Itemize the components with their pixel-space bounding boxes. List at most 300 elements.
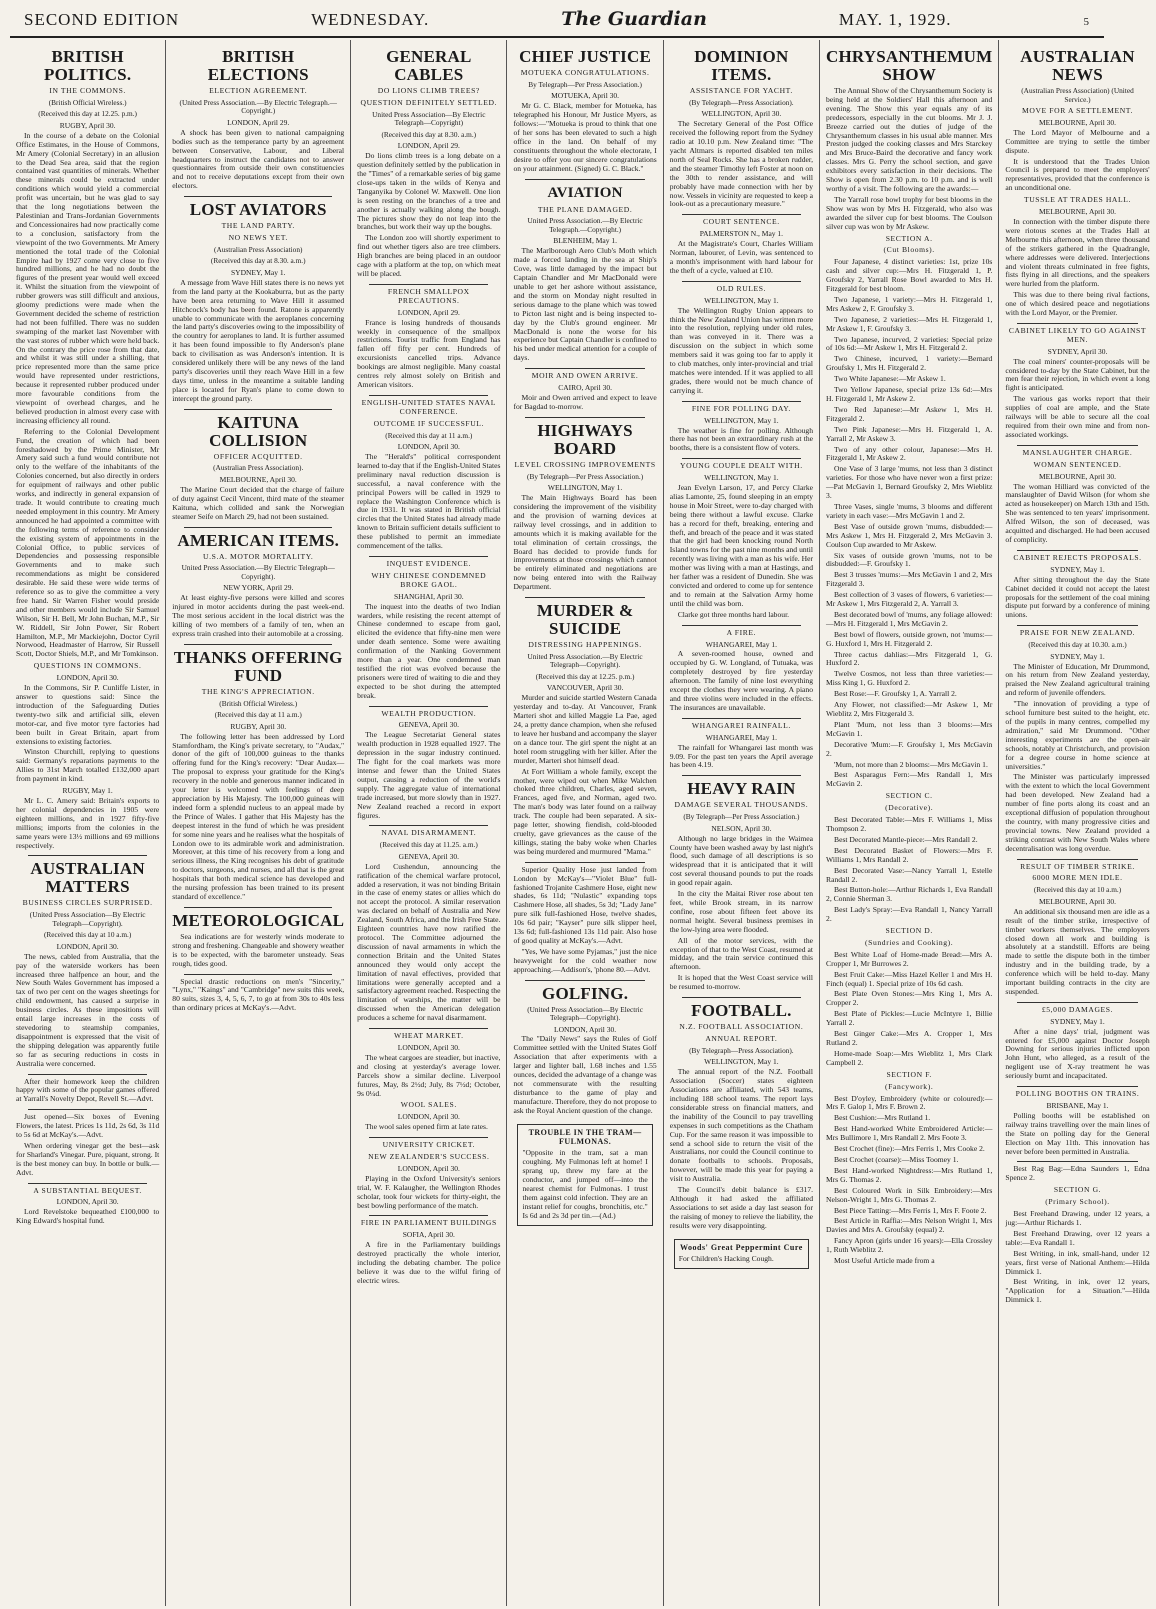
article-subheading: NEW ZEALANDER'S SUCCESS. [368,1152,490,1162]
article-subheading: COURT SENTENCE. [703,217,780,227]
article-paragraph: Best Fruit Cake:—Miss Hazel Keller 1 and Mrs H. Finch (equal) 1. Special prize of 10s 6d cash. [826,969,993,988]
article-subheading: RESULT OF TIMBER STRIKE. [1020,861,1135,871]
article-paragraph: A fire in the Parliamentary buildings destroyed practically the whole interior, including the debating chamber. The police believe it was due to the wilful firing of electric wires. [357,1240,501,1285]
column-divider [525,368,644,369]
column-divider [682,458,801,459]
article-paragraph: Best Decorated Mantle-piece:—Mrs Randall 2. [834,834,978,844]
article-headline: AVIATION [547,184,623,201]
article-headline: AMERICAN ITEMS. [177,530,340,550]
article-paragraph: The "Herald's" political correspondent learned to-day that if the English-United States preliminary naval reduction discussion is successful, a naval conference with the principal Powers will be called in 1929 to replace the Washington Conference which is due in 1931. It was stated in British official circles that the United States had already made known to Britain sufficient details sufficient to these published to permit an immediate commencement of the talks. [357,452,501,551]
column-divider [1017,1086,1137,1087]
news-column [10,40,166,1606]
article-paragraph: Two Chinese, incurved, 1 variety:—Bernard Groufsky 1, Mrs H. Fitzgerald 2. [826,354,993,373]
article-paragraph: After a nine days' trial, judgment was entered for £5,000 against Doctor Joseph Downing for serious injuries inflicted upon John Hunt, who alleged, as a result of the negligent use of X-ray treatment he was seriously burnt and incapacitated. [1005,1026,1150,1081]
article-paragraph: The Wellington Rugby Union appears to think the New Zealand Union has written more into the resolution, replying under old rules, than was conveyed in it. There was a discussion on the subject in which some members said it was going too far to apply it to club matches, only inter-provincial and trial matches were intended. If it was applied to all grades, there would not be much chance of carrying it. [669,305,814,395]
article-headline: HIGHWAYS BOARD [537,420,633,458]
news-agency-credit: (By Telegraph—Press Association). [689,97,794,107]
dateline: LONDON, April 30. [397,442,460,452]
article-paragraph: The Main Highways Board has been considering the improvement of the visibility and the provision of warning devices at railway level crossings, and in addition to amounts which it is making available for the total elimination of certain crossings, the Board has decided to provide funds for improvements at those crossings which cannot be entirely eliminated and negotiations are now being entered into with the Railway Department. [513,493,657,592]
article-subheading: CABINET LIKELY TO GO AGAINST MEN. [1008,325,1147,344]
news-agency-credit: United Press Association.—By Electric Telegraph.—Copyright.) [527,216,643,234]
news-agency-credit: (By Telegraph—Per Press Association.) [683,812,800,822]
dateline: MELBOURNE, April 30. [1038,117,1117,127]
article-paragraph: Just opened—Six boxes of Evening Flowers, the latest. Prices 1s 11d, 2s 6d, 3s 11d to 5s 6d at McKay's.—Advt. [16,1112,160,1140]
news-agency-credit: (British Official Wireless.) [48,97,127,107]
article-subheading: (Fancywork). [885,1081,934,1091]
dateline: SYDNEY, May 1. [1050,564,1105,574]
article-subheading: MOVE FOR A SETTLEMENT. [1022,106,1133,115]
column-divider [1017,323,1137,324]
article-subheading: WHANGAREI RAINFALL. [691,720,791,730]
article-subheading: DAMAGE SEVERAL THOUSANDS. [674,800,809,810]
article-paragraph: Best Ginger Cake:—Mrs A. Cropper 1, Mrs Rutland 2. [826,1029,993,1047]
article-subheading: SECTION D. [885,926,933,936]
article-headline: GENERAL CABLES [386,47,472,84]
article-paragraph: Two Japanese, 2 varieties:—Mrs H. Fitzgerald 1, Mr Askew 1, F. Groufsky 3. [826,314,993,333]
column-divider [525,597,644,598]
article-paragraph: Best Crochet (coarse):—Miss Toomey 1. [834,1154,959,1164]
dateline: SHANGHAI, April 30. [394,591,464,601]
article-paragraph: Although no large bridges in the Waimea County have been washed away by last night's flood, such damage of all descriptions is so widespread that it is anticipated that it will cost several thousand pounds to put the roads in good repair again. [669,833,814,888]
article-paragraph: The Council's debit balance is £317. Although it had asked the affiliated Associations to set aside a day last season for the raising of money to relieve the liability, the results were very disappointing. [669,1185,814,1230]
dateline: LONDON, April 30. [397,1042,460,1052]
article-headline: LOST AVIATORS [189,200,327,220]
dateline: LONDON, April 30. [397,1112,460,1122]
article-subheading: 6000 MORE MEN IDLE. [1032,873,1123,883]
news-agency-credit: (Received this day at 11.25. a.m.) [379,840,478,850]
article-paragraph: Do lions climb trees is a long debate on a question definitely settled by the publication in the "Times" of a remarkable series of big game close-ups taken in the wilds of Kenya and Tanganyika by Colonel W. Maxwell. One lion is seen resting on the branches of a tree and another is actually walking along the bough. The pictures show they do not leap into the branches, but work their way up the boughs. [357,151,501,232]
newspaper-title: The Guardian [561,8,707,30]
article-paragraph: Best Freehand Drawing, under 12 years, a jug:—Arthur Richards 1. [1005,1209,1150,1227]
article-subheading: THE KING'S APPRECIATION. [201,686,315,696]
news-agency-credit: (United Press Association—By Electric Telegraph—Copyright). [527,1004,643,1023]
article-paragraph: The Minister was particularly impressed with the extent to which the local Government had been developed. New Zealand had a number of fine ports along its coast and an exceptional diffusion of population throughout the country, with many progressive cities and provincial towns. New Zealand provided a striking contrast with New South Wales where decentralisation was long overdue. [1005,772,1150,853]
column-divider [369,1137,488,1138]
column-divider [1017,550,1137,551]
article-subheading: QUESTIONS IN COMMONS. [33,661,142,671]
article-subheading: N.Z. FOOTBALL ASSOCIATION. [679,1022,804,1032]
column-divider [184,409,332,410]
article-paragraph: The Annual Show of the Chrysanthemum Society is being held at the Soldiers' Hall this afternoon and evening. The Show this year equals any of its predecessors, especially in the cut blooms. Mr J. J. Breeze carried out the duties of judge of the Chrysanthemum classes in his usual able manner. Mrs Preston judged the cooking classes and Mrs Starckey and Mrs Bruce-Baird the decorative and fancy work classes. Mrs G. Perry the school section, and gave exhibitors every satisfaction in their decisions. The Show is open from 2.30 p.m. to 10 p.m. and is well worthy of a visit. The following are the awards:— [826,86,993,193]
article-paragraph: A message from Wave Hill states there is no news yet from the land party at the Kookaburra, but as the party have been area returning to Wave Hill it assumed Hitchcock's body has been found. Ratone is apparently unable to communicate with the aeroplanes concerning the land party's discoveries owing to the impossibility of the country for aeroplanes to land. It is further assumed it has been found impossible to fly Anderson's plane back to civilisation as was Anderson's intention. It is considered unlikely there will be any news of the land party's discoveries until they reach Wave Hill in a few days time, unless in the meantime a suitable landing place is located for Ryan's plane to come down to intercept the ground party. [172,277,345,403]
dateline: GENEVA, April 30. [398,851,459,861]
dateline: WELLINGTON, May 1. [704,295,779,305]
article-paragraph: A seven-roomed house, owned and occupied by G. W. Longland, of Tutuaka, was completely destroyed by fire yesterday afternoon. The family of nine lost everything except the clothes they were wearing. A piano and three violins were included in the effects. The insurances are unavailable. [669,649,814,712]
advertisement-text: For Children's Hacking Cough. [678,1254,774,1264]
article-subheading: INQUEST EVIDENCE. [386,558,471,568]
column-divider [1017,445,1137,446]
article-paragraph: The Marine Court decided that the charge of failure of duty against Cecil Vincent, third mate of the steamer Kaituna, which collided and sank the Norwegian steamer Seife on March 29, had not been sustained. [172,484,345,521]
article-headline: HEAVY RAIN [687,779,796,799]
dateline: SYDNEY, May 1. [1050,651,1105,661]
article-paragraph: Most Useful Article made from a [834,1256,935,1266]
article-paragraph: Fancy Apron (girls under 16 years):—Ella Crossley 1, Ruth Wieblitz 2. [826,1236,993,1255]
article-subheading: NAVAL DISARMAMENT. [381,828,477,838]
article-paragraph: Best Freehand Drawing, over 12 years a table:—Eva Randall 1. [1005,1228,1150,1247]
weekday-label: WEDNESDAY. [311,10,430,29]
article-paragraph: Best Decorated Vase:—Nancy Yarrall 1, Estelle Randall 2. [826,865,993,884]
advertisement-text: "Opposite in the tram, sat a man coughing. My Fulmonas left at home! I sprang up, threw my fare at the conductor, and jumped off—into the nearest chemist for Fulmonas. I trust them against cold infection. They are an instant relief for coughs, bronchitis, etc." Is 6d and 2s 3d per tin.—(Ad.) [522,1148,648,1220]
column-divider [184,644,332,645]
article-paragraph: Playing in the Oxford University's seniors trial, W. F. Kalaugher, the Wellington Rhodes scholar, took four wickets for thirty-eight, the best bowling performance of the match. [357,1173,501,1210]
news-agency-credit: By Telegraph—Per Press Association.) [528,79,642,89]
article-paragraph: Two of any other colour, Japanese:—Mrs H. Fitzgerald 1, Mr Askew 2. [826,444,993,463]
column-divider [682,214,801,215]
article-headline: CHIEF JUSTICE [519,47,652,66]
column-divider [525,980,644,981]
news-column [820,40,999,1606]
article-subheading: WOOL SALES. [400,1100,457,1110]
news-agency-credit: (Australian Press Association) (United Service.) [1021,86,1134,104]
article-subheading: IN THE COMMONS. [49,86,126,95]
article-headline: BRITISH ELECTIONS [207,47,309,84]
article-subheading: ENGLISH-UNITED STATES NAVAL CONFERENCE. [361,397,496,416]
article-subheading: A SUBSTANTIAL BEQUEST. [33,1185,142,1195]
article-paragraph: The various gas works report that their supplies of coal are ample, and the State railways will be able to secure all the coal required from their own mine and from non-associated workings. [1005,394,1150,439]
article-paragraph: 'Mum, not more than 2 blooms:—Mrs McGavin 1. [834,759,988,769]
dateline: CAIRO, April 30. [558,383,612,393]
article-paragraph: Best Rose:—F. Groufsky 1, A. Yarrall 2. [834,689,957,699]
news-agency-credit: United Press Association—By Electric Telegraph—Copyright) [372,109,486,128]
advertisement-box [674,1239,809,1270]
news-column [351,40,507,1606]
article-paragraph: Murder and suicide startled Western Canada yesterday and to-day. At Vancouver, Frank Marteri shot and killed Maggie La Pae, aged 24, a pretty dance champion, when she refused to leave her husband and accompany the slayer on a dance tour. The girl spent the night at an hotel room struggling with her killer. After the murder, Marteri shot himself dead. [513,693,657,765]
article-paragraph: After sitting throughout the day the State Cabinet decided it could not accept the latest proposals for the settlement of the coal mining dispute put forward by a conference of mining unions. [1005,574,1150,620]
article-paragraph: Best Plate of Pickles:—Lucie McIntyre 1, Billie Yarrall 2. [826,1009,993,1028]
article-paragraph: The annual report of the N.Z. Football Association (Soccer) states eighteen Associations are affiliated, with 543 teams, including 188 school teams. The report lays considerable stress on financial matters, and the inability of the Council to pay travelling expenses in such competitions as the Chatham Cup. For the same reason it was impossible to send a school side to return the visit of the Australians, nor could the Council continue to donate footballs to schools. Proposals, however, will be made this year for paying a visit to Australia. [669,1067,814,1184]
column-divider [369,1028,488,1029]
article-paragraph: Winston Churchill, replying to questions said: Germany's reparations payments to the Allies to 31st March totalled £132,000 apart from payment in kind. [16,747,160,784]
dateline: MOTUEKA, April 30. [551,91,620,101]
article-paragraph: When ordering vinegar get the best—ask for Sharland's Vinegar. Pure, piquant, strong. It is the best money can buy. In bottle or bulk.—Advt. [16,1140,160,1177]
article-paragraph: Best collection of 3 vases of flowers, 6 varieties:—Mr Askew 1, Mrs Fitzgerald 2, A. Yarrall 3. [826,590,993,609]
article-subheading: DISTRESSING HAPPENINGS. [528,640,642,650]
article-paragraph: Four Japanese, 4 distinct varieties: 1st, prize 10s cash and silver cup:—Mrs H. Fitzgerald 1, P. Groufsky 2, Yarrall Rose Bowl awarded to Mrs H. Fitzgerald for best bloom. [826,257,993,294]
news-column [166,40,351,1606]
article-subheading: MOTUEKA CONGRATULATIONS. [520,68,650,77]
dateline: LONDON, April 30. [554,1024,617,1034]
news-agency-credit: (Received this day at 10 a.m.) [1033,885,1122,895]
advertisement-box [517,1124,652,1226]
dateline: RUGBY, April 30. [230,721,287,731]
news-agency-credit: (British Official Wireless.) [219,698,298,708]
article-paragraph: The Lord Mayor of Melbourne and a Committee are trying to settle the timber dispute. [1005,127,1150,155]
news-column [999,40,1155,1606]
article-paragraph: Twelve Cosmos, not less than three varieties:—Miss King 1, G. Huxford 2. [826,669,993,688]
article-subheading: POLLING BOOTHS ON TRAINS. [1015,1089,1140,1099]
article-paragraph: Two Pink Japanese:—Mrs H. Fitzgerald 1, A. Yarrall 2, Mr Askew 3. [826,424,993,443]
article-subheading: OUTCOME IF SUCCESSFUL. [373,418,485,428]
column-divider [682,401,801,402]
article-subheading: A FIRE. [726,627,757,637]
article-subheading: FRENCH SMALLPOX PRECAUTIONS. [387,286,470,305]
article-paragraph: Best 3 trusses 'mums:—Mrs McGavin 1 and 2, Mrs Fitzgerald 3. [826,570,993,589]
article-subheading: U.S.A. MOTOR MORTALITY. [203,551,314,561]
article-subheading: £5,000 DAMAGES. [1041,1004,1114,1014]
dateline: MELBOURNE, April 30. [219,474,297,484]
advertisement-heading: Woods' Great Peppermint Cure [679,1242,803,1252]
article-subheading: WHY CHINESE CONDEMNED BROKE GAOL. [371,570,487,589]
article-headline: AUSTRALIAN MATTERS [30,859,145,897]
dateline: LONDON, April 30. [56,1197,119,1207]
column-divider [1017,1161,1137,1162]
article-subheading: (Cut Blooms). [883,245,935,255]
news-agency-credit: (Australian Press Association). [213,463,304,473]
article-subheading: SECTION G. [1053,1185,1102,1195]
dateline: RUGBY, April 30. [59,120,116,130]
article-paragraph: This was due to there being rival factions, one of which desired peace and negotiations with the Lord Mayor, or the Premier. [1005,290,1150,318]
dateline: BRISBANE, May 1. [1046,1101,1109,1110]
dateline: WHANGAREI, May 1. [705,639,777,649]
article-subheading: FIRE IN PARLIAMENT BUILDINGS [360,1218,497,1228]
dateline: MELBOURNE, April 30. [1038,207,1117,217]
column-divider [1017,1002,1137,1003]
news-agency-credit: (Australian Press Association) [214,244,303,254]
page-number: 5 [1083,16,1090,28]
article-paragraph: Best decorated bowl of 'mums, any foliage allowed:—Mrs H. Fitzgerald 1, Mrs McGavin 2. [826,609,993,628]
article-paragraph: Lord Cushendun, announcing the ratification of the chemical warfare protocol, added a reservation, it was not binding Britain in the case of enemy states or allies which do not accept the protocol. A similar reservation was declared on behalf of Australia and New Zealand, South Africa, and the Irish Free State. Eighteen countries have now ratified the protocol. The Committee adjourned the discussion of naval armaments in which the connection Britain and the United States announced they would only accept the limitation of naval effectives, provided that limitations were generally accepted and a satisfactory agreement reached. Respecting the limitation of warships, the matter will be discussed when the American delegation produces a scheme for naval disarmament. [357,861,501,1023]
article-subheading: WOMAN SENTENCED. [1033,459,1122,469]
article-paragraph: In the Commons, Sir P. Cunliffe Lister, in answer to questions said: Since the introduction of the Safeguarding Duties twenty-two silk and artificial silk, eleven motor-car, and five motor tyre factories had been built in Great Britain, apart from extensions to existing factories. [16,683,160,746]
article-subheading: THE LAND PARTY. [221,221,295,231]
dateline: MELBOURNE, April 30. [1038,896,1117,906]
dateline: LONDON, April 29. [227,117,290,127]
column-divider [682,625,801,626]
article-subheading: (Primary School). [1045,1197,1110,1207]
article-paragraph: Best Crochet (fine):—Mrs Ferris 1, Mrs Cooke 2. [834,1144,985,1154]
article-paragraph: Jean Evelyn Larson, 17, and Percy Clarke alias Lamonte, 25, found sleeping in an empty house in Moir Street, were to-day charged with being there without a lawful excuse. Clarke has a record for theft, breaking, entering and theft, and breach of the peace and it was stated that the girl had been knocking round North Island towns for the past nine months and until recently was living with a man as his wife. Her mother was living with a man at Hastings, and her father was a resident of Dunedin. She was convicted and ordered to come up for sentence and to remain at the Salvation Army home until the child was born. [669,483,814,608]
article-paragraph: Lord Revelstoke bequeathed £100,000 to King Edward's hospital fund. [16,1207,160,1226]
article-paragraph: The London zoo will shortly experiment to find out whether tigers also are tree climbers. High branches are being placed in an outdoor cage with a platform at the top, on which meat will be placed. [357,233,501,278]
dateline: VANCOUVER, April 30. [546,683,624,693]
dateline: WHANGAREI, May 1. [705,732,777,742]
dateline: NEW YORK, April 29. [223,583,294,593]
article-subheading: THE PLANE DAMAGED. [537,204,633,214]
dateline: SYDNEY, May 1. [231,267,286,277]
news-agency-credit: (Received this day at 12.25. p.m.) [38,109,137,119]
article-paragraph: All of the motor services, with the exception of that to the West Coast, resumed at midday, and the train service continued this afternoon. [669,935,814,972]
article-headline: DOMINION ITEMS. [694,47,789,84]
column-divider [369,825,488,826]
article-subheading: BUSINESS CIRCLES SURPRISED. [22,898,153,908]
article-subheading: YOUNG COUPLE DEALT WITH. [680,461,803,471]
dateline: GENEVA, April 30. [398,720,459,730]
dateline: MELBOURNE, April 30. [1038,471,1117,481]
dateline: SYDNEY, April 30. [1047,346,1108,356]
news-columns [10,40,1150,1606]
issue-date: MAY. 1, 1929. [838,10,952,29]
article-paragraph: Two Red Japanese:—Mr Askew 1, Mrs H. Fitzgerald 2. [826,404,993,423]
dateline: PALMERSTON N., May 1. [699,229,784,239]
article-paragraph: Decorative 'Mum:—F. Groufsky 1, Mrs McGavin 2. [826,739,993,758]
news-agency-credit: (Received this day at 10.30. a.m.) [1028,640,1127,650]
article-paragraph: Best Decorated Basket of Flowers:—Mrs F. Williams 1, Mrs Randall 2. [826,845,993,864]
article-paragraph: Referring to the Colonial Development Fund, the creation of which had been foreshadowed by the Prime Minister, Mr Amery said such a fund would contribute not only to the welfare of the inhabitants of the Colonies concerned, but also directly in orders for equipment of railways and other public works, and indirectly in general expansion of trade. It would contribute to creating much needed employment in this country. Mr Amery announced he had appointed a committee with the following terms of reference to consider the existing system of appointments in the Colonial Office, to public services of Dependencies and possessing responsible Governments and to make such recommendations as might be considered desirable. He said these were wide terms of reference so as to give the committee a very free hand. Sir Warren Fisher would preside and other members would include Sir Samuel Wilson, Sir H. Bell, Mr John Buchan, M.P., Sir W. Riddell, Sir John Power, Sir Robert Hamilton, M.P., Mr Mackiejohn, Doctor Cyril Norwood, Headmaster of Harrow, Sir Russell Scott, Doctor Shiels, M.P., and Mr Tomkinson. [16,426,160,659]
news-agency-credit: (United Press Association.—By Electric Telegraph.—Copyright.) [179,97,337,116]
article-subheading: WHEAT MARKET. [394,1031,464,1041]
dateline: NELSON, April 30. [711,823,772,833]
article-paragraph: Best Hand-worked White Embroidered Article:—Mrs Bullimore 1, Mrs Randall 2. Mrs Foote 3. [826,1124,993,1143]
article-paragraph: In the city the Maitai River rose about ten feet, while Brook stream, in its narrow confine, rose about fifteen feet above its normal height. Several business premises in the low-lying area were flooded. [669,889,814,934]
article-subheading: MOIR AND OWEN ARRIVE. [531,371,639,381]
article-paragraph: Any Flower, not classified:—Mr Askew 1, Mr Wieblitz 2, Mrs Fitzgerald 3. [826,700,993,718]
article-paragraph: Best Plate Oven Stones:—Mrs King 1, Mrs A. Cropper 2. [826,989,993,1008]
article-headline: KAITUNA COLLISION [209,412,308,450]
article-paragraph: An additional six thousand men are idle as a result of the timber strike, irrespective of timber workers themselves. The employers closed down all work and building is absolutely at a standstill. Efforts are being made to settle the dispute both in the timber industry and in the building trade, by a conference which will be held to-day. Many important building contracts in the city are suspended. [1005,906,1150,996]
dateline: WELLINGTON, May 1. [704,415,779,425]
dateline: LONDON, April 29. [397,141,460,151]
article-paragraph: At Fort William a whole family, except the mother, were wiped out when Mike Walchen choked three children, Charles, aged seven, Frances, aged five, and Norman, aged two. The man's body was later found on a railway track. The couple had been separated. A six-page letter, showing fiendish, cold-blooded cruelty, gave grievances as the cause of the killings, stating the baby woke when Charles was being murdered and murmured "Mama." [513,766,657,856]
column-divider [184,907,332,908]
article-paragraph: The Marlborough Aero Club's Moth which made a forced landing in the sea at Ship's Cove, was little damaged by the impact but Captain Chandler and Mr MacDonald were unable to get her ashore without assistance, and the storm on Monday night resulted in serious damage to the plane which was towed to Picton last night and is being inspected to-day by the Club's ground engineer. Mr MacDonald is none the worse for his experience but Captain Chandler is confined to his bed under medical attention for a couple of days. [513,246,657,363]
article-paragraph: The wool sales opened firm at late rates. [365,1122,488,1132]
article-subheading: WEALTH PRODUCTION. [381,708,477,718]
edition-label: SECOND EDITION [24,10,180,29]
article-paragraph: Sea indications are for westerly winds moderate to strong and freshening. Changeable and showery weather is to be expected, with the barometer unsteady. Seas rough, tides good. [172,931,345,968]
article-paragraph: Two White Japanese:—Mr Askew 1. [834,374,946,384]
article-paragraph: Polling booths will be established on railway trains travelling over the main lines of the State on polling day for the General Election on May 11th. This innovation has never before been permitted in Australia. [1005,1110,1150,1156]
article-subheading: UNIVERSITY CRICKET. [382,1140,476,1150]
article-subheading: MANSLAUGHTER CHARGE. [1022,447,1133,457]
article-subheading: NO NEWS YET. [228,233,288,243]
article-paragraph: The coal miners' counter-proposals will be considered to-day by the State Cabinet, but the men fear their rejection, in which event a long fight is anticipated. [1005,356,1150,393]
article-subheading: CABINET REJECTS PROPOSALS. [1013,552,1142,562]
article-paragraph: Clarke got three months hard labour. [677,609,790,619]
article-paragraph: The weather is fine for polling. Although there has not been an extraordinary rush at the booths, there is a consistent flow of voters. [669,425,814,453]
article-headline: THANKS OFFERING FUND [173,647,343,685]
article-paragraph: The woman Hilliard was convicted of the manslaughter of David Wilson (for whom she acted as housekeeper) on March 13th and 15th. She was sentenced to ten years' imprisonment. Alfred Wilson, the son of deceased, was acquitted and discharged. He had been accused of complicity. [1005,481,1150,544]
column-divider [369,556,488,557]
column-divider [369,706,488,707]
news-agency-credit: United Press Association.—By Electric Telegraph—Copyright). [181,563,335,581]
column-divider [682,281,801,282]
column-divider [1017,625,1137,626]
article-paragraph: Best D'oyley, Embroidery (white or coloured):—Mrs F. Galop 1, Mrs F. Brown 2. [826,1093,993,1112]
article-paragraph: The rainfall for Whangarei last month was 9.09. For the past ten years the April average has been 4.19. [669,742,814,770]
article-paragraph: At least eighty-five persons were killed and scores injured in motor accidents during the past week-end. The most serious accident in the local district was the killing of two members of a family of ten, when an express train crashed into their automobile at a crossing. [172,593,345,638]
article-paragraph: The Secretary General of the Post Office received the following report from the Sydney radio at 10.10 p.m. New Zealand time: "The yacht Altmars is reported disabled ten miles north of Seal Rocks. She has a broken rudder, and the steamer Timothy left Foster at noon on the 30th to render assistance, and will probably have made connection with her by now. Vessels in vicinity are requested to keep a look-out as a precautionary measure." [669,119,814,209]
article-paragraph: In the course of a debate on the Colonial Office Estimates, in the House of Commons, Mr Amery (Colonial Secretary) in an allusion to the Dead Sea area, said that the region contained vast quantities of minerals. Whether these minerals could be extracted under conditions which would yield a commercial profit was uncertain, but he was glad to say that the long negotiations between the Palestinian and Trans-Jordanian Governments and Concessionaires had now practically come to a conclusion, satisfactory from the viewpoint of the two Governments. Mr Amery mentioned the total trade of the Colonial Empire had by 1927 come very close to five hundred millions, and he had no doubt the figures of the present year would well exceed it. Whilst the situation from the viewpoint of rubber growers was still difficult and anxious, gloomy predictions were made when the Government decided the scheme of restriction had not been fulfilled. There was no sudden swamping of the market last November with the vast stores of rubber which were held back. On the contrary the price rose from that date, and whilst it was still under a shilling, that price represented more than the same price would have represented under restrictions, because it represented rubber produced under more favourable conditions from the viewpoint of overhead charges, and he believed production in almost every case with increasing efficiency all round. [16,130,160,425]
article-paragraph: After their homework keep the children happy with some of the popular games offered at Yarrall's Novelty Depot, Revell St.—Advt. [16,1076,160,1104]
article-paragraph: Moir and Owen arrived and expect to leave for Bagdad to-morrow. [513,392,657,411]
article-paragraph: Best Coloured Work in Silk Embroidery:—Mrs Nelson-Wright 1, Mrs G. Thomas 2. [826,1185,993,1204]
article-subheading: OFFICER ACQUITTED. [213,451,303,461]
article-subheading: (Decorative). [885,803,934,813]
article-paragraph: One Vase of 3 large 'mums, not less than 3 distinct varieties. For those who have never won a first prize:—Pat McGavin 1, Bernard Groufsky 2, Mrs Wieblitz 3. [826,464,993,501]
dateline: LONDON, April 30. [56,673,119,683]
news-column [664,40,820,1606]
article-paragraph: Home-made Soap:—Mrs Wieblitz 1, Mrs Clark Campbell 2. [826,1048,993,1067]
article-subheading: FINE FOR POLLING DAY. [691,403,791,413]
article-paragraph: At the Magistrate's Court, Charles William Norman, labourer, of Levin, was sentenced to a month's imprisonment with hard labour for the theft of a cycle, valued at £10. [669,239,814,275]
article-subheading: OLD RULES. [716,283,767,293]
dateline: LONDON, April 30. [397,1163,460,1173]
news-agency-credit: (Received this day at 11 a.m.) [385,430,473,440]
article-headline: GOLFING. [542,983,629,1003]
column-divider [369,395,488,396]
article-subheading: PRAISE FOR NEW ZEALAND. [1019,628,1136,638]
article-paragraph: A shock has been given to national campaigning bodies such as the temperance party by an agreement between Conservative, Labour, and Liberal headquarters to instruct the candidates not to answer questionnaires from outside their own constituencies and not to receive deputations except from their own electors. [172,127,345,191]
article-paragraph: The inquest into the deaths of two Indian warders, while resisting the recent attempt of Chinese condemned to escape from gaol, elicited the evidence that fifty-nine men were under death sentence. Some were awaiting confirmation of the Nanking Government more than a year. One condemned man testified the riot was evolved because the prisoners were tired of waiting to die and they expected to be shot during the attempted break. [357,601,501,700]
column-divider [682,997,801,998]
news-agency-credit: (By Telegraph—Per Press Association.) [527,471,644,481]
article-headline: CHRYSANTHEMUM SHOW [826,47,993,84]
article-subheading: (Sundries and Cooking). [865,937,954,947]
article-paragraph: Best Piece Tatting:—Mrs Ferris 1, Mrs F. Foote 2. [834,1205,987,1215]
article-paragraph: In connection with the timber dispute there were riotous scenes at the Trades Hall at Melbourne this afternoon, when three thousand of the strikers gathered in the Quadrangle, where addresses were delivered. Interjections and violent threats culminated in free fights, fists flying in all directions, and the speakers were hurled from the platform. [1005,216,1150,289]
news-agency-credit: (Received this day at 12.25. p.m.) [535,671,635,681]
article-paragraph: Best Article in Raffia:—Mrs Nelson Wright 1, Mrs Davies and Mrs A. Groufsky (equal) 2. [826,1216,993,1235]
article-headline: METEOROLOGICAL [172,910,345,930]
article-paragraph: The Minister of Education, Mr Drummond, on his return from New Zealand yesterday, praised the New Zealand agricultural training and reform of juvenile offenders. [1005,661,1150,698]
article-paragraph: Best bowl of flowers, outside grown, not 'mums:—G. Huxford 1, Mrs H. Fitzgerald 2. [826,629,993,648]
dateline: BLENHEIM, May 1. [553,236,617,246]
article-paragraph: France is losing hundreds of thousands weekly in consequence of the smallpox restrictions. Tourist traffic from England has fallen off fifty per cent. Hundreds of excursionists cancelled trips. Advance bookings are almost negligible. Many coastal centres rely almost solely on British and American visitors. [357,317,501,389]
article-headline: BRITISH POLITICS. [43,47,132,84]
news-column [507,40,663,1606]
article-subheading: LEVEL CROSSING IMPROVEMENTS [514,459,656,469]
news-agency-credit: (Received this day at 8.30. a.m.) [381,129,477,139]
article-headline: FOOTBALL. [691,1001,792,1021]
article-paragraph: Best Decorated Table:—Mrs F. Williams 1, Miss Thompson 2. [826,815,993,833]
column-divider [1017,859,1137,860]
column-divider [369,284,488,285]
article-paragraph: Best White Loaf of Home-made Bread:—Mrs A. Cropper 1, Mr Burrowes 2. [826,949,993,968]
column-divider [184,974,332,975]
column-divider [184,527,332,528]
column-divider [682,775,801,776]
article-paragraph: The following letter has been addressed by Lord Stamfordham, the King's private secretary, to "Audax," donor of the gift of 100,000 guineas to the thanks offering fund for the King's recovery: "Dear Audax—The proposal to express your gratitude for the King's recovery in the noble and generous manner indicated in your letter is welcomed with feelings of deep appreciation by His Majesty. The 100,000 guineas will indeed form a splendid nucleus to an appeal made by the Prince of Wales. I gather that His Majesty has the deepest interest in the fund of which he was president for some nine years and he realises what the hospitals of London owe to its admirable work and administration. Moreover, at this time of his recovery from a long and serious illness, the King recognises his debt of gratitude to doctors, surgeons, and nurses, and all that is the great hospitals that both medical science has developed and the nursing profession has been trained to its present standard of excellence." [172,731,345,901]
article-paragraph: "Yes, We have some Pyjamas," just the nice heavyweight for the cold weather now approaching.—Addison's, 'phone 80.—Advt. [513,946,657,974]
dateline: SYDNEY, May 1. [1050,1016,1105,1026]
news-agency-credit: (Received this day at 11 a.m.) [214,710,302,720]
dateline: LONDON, April 29. [397,307,460,317]
article-headline: AUSTRALIAN NEWS [1020,47,1135,84]
article-paragraph: Plant 'Mum, not less than 3 blooms:—Mrs McGavin 1. [826,719,993,738]
column-divider [28,855,147,856]
masthead [10,8,1104,38]
article-paragraph: Two Japanese, 1 variety:—Mrs H. Fitzgerald 1, Mrs Askew 2, F. Groufsky 3. [826,294,993,313]
article-subheading: SECTION A. [885,233,933,243]
dateline: WELLINGTON, May 1. [704,1057,779,1067]
article-paragraph: The "Daily News" says the Rules of Golf Committee settled with the United States Golf Association that after experiments with a larger and lighter ball, 1.68 inches and 1.55 ounces, decided the advantage of a change was not commensurate with the resulting disturbance to the game of play and manufacture. Therefore, they do not propose to ask the Royal Ancient question of the change. [513,1034,657,1115]
article-paragraph: Best Asparagus Fern:—Mrs Randall 1, Mrs McGavin 2. [826,770,993,789]
column-divider [28,1074,147,1075]
article-paragraph: Best Vase of outside grown 'mums, disbudded:—Mrs Askew 1, Mrs H. Fitzgerald 2, Mrs McGavin 3. Coulson Cup awarded to Mr Askew. [826,521,993,549]
dateline: RUGBY, May 1. [62,786,113,796]
dateline: WELLINGTON, May 1. [547,483,623,493]
news-agency-credit: (By Telegraph—Press Association). [689,1045,794,1055]
article-paragraph: The news, cabled from Australia, that the pay of the waterside workers has been increased three halfpence an hour, and the New South Wales Government has imposed a tax of two per cent on the wages sheetings for child endowment, has caused a surprise in business circles. As these impositions will entail large increases in the costs of stevedoring to steamship companies, disappointment is expressed that the visit of the shipping delegation was apparently futile so far as securing reductions in costs in Australia were concerned. [16,951,160,1068]
article-subheading: DO LIONS CLIMB TREES? [377,86,480,95]
column-divider [369,1215,488,1216]
article-subheading: ELECTION AGREEMENT. [209,86,308,95]
article-paragraph: It is understood that the Trades Union Council is prepared to meet the employers' representatives, provided that the conference is an unconditional one. [1005,156,1150,193]
article-paragraph: Best Cushion:—Mrs Rutland 1. [834,1113,931,1123]
article-paragraph: Special drastic reductions on men's "Sincerity," "Lynx," "Kaings" and "Cambridge" new suits this week, 80 suits, sizes 3, 4, 5, 6, 7, to go at from 30s to 40s less than ordinary prices at McKay's.—Advt. [172,976,345,1013]
article-paragraph: Mr L. C. Amery said: Britain's exports to her colonial dependencies in 1905 were eighteen millions, and in 1927 fifty-five millions; imports from the colonies in the same years were 13½ millions and 69 millions respectively. [16,795,160,850]
article-subheading: SECTION C. [885,791,933,801]
article-paragraph: The League Secretariat General states wealth production in 1928 equalled 1927. The depression in the sugar industry continued. The fight for the coal markets was more intense and fewer than the United States output, causing a reduction of the world's supply. The aggregate value of international trade increased, but more slowly than in 1927. New Zealand reached a record in export figures. [357,730,501,820]
dateline: SOFIA, April 30. [402,1230,455,1240]
article-paragraph: Mr G. C. Black, member for Motueka, has telegraphed his Honour, Mr Justice Myers, as follows:—"Motueka is proud to think that one of her sons has been elevated to such a high office in the land. On behalf of my constituents throughout the whole electorate, I desire to offer you our sincere congratulations on your attainment. (Signed) G. C. Black." [513,101,657,173]
news-agency-credit: (Received this day at 10 a.m.) [43,930,132,940]
article-subheading: QUESTION DEFINITELY SETTLED. [360,97,498,107]
dateline: LONDON, April 30. [56,941,119,951]
news-agency-credit: (United Press Association—By Electric Telegraph—Copyright). [29,910,146,928]
dateline: WELLINGTON, April 30. [701,109,782,119]
column-divider [28,1183,147,1184]
